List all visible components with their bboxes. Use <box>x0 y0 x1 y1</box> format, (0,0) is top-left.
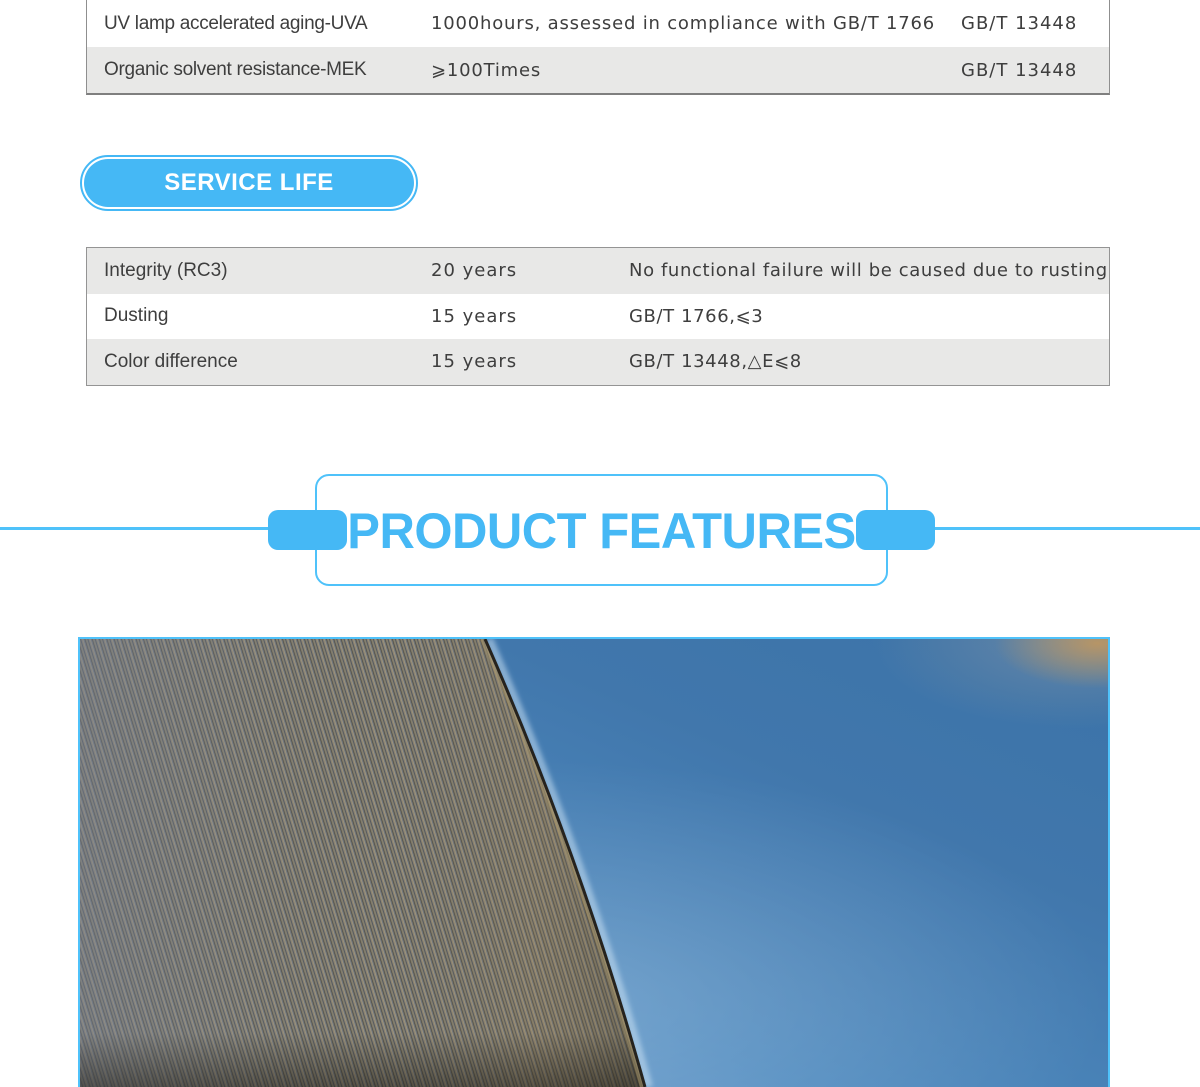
table-row <box>87 339 1109 385</box>
table-row <box>87 248 1109 294</box>
service-life-badge <box>80 155 418 211</box>
page-section-title: PRODUCT FEATURES <box>347 503 856 559</box>
service-duration-cell: 20 years <box>431 260 518 282</box>
service-life-table <box>86 247 1110 386</box>
spec-name-cell: Organic solvent resistance-MEK <box>104 59 367 80</box>
service-duration-cell: 15 years <box>431 351 518 373</box>
service-duration-cell: 15 years <box>431 305 518 327</box>
table-row <box>87 0 1109 47</box>
service-item-cell: Color difference <box>104 350 238 372</box>
spec-value-cell: ⩾100Times <box>431 59 542 81</box>
spec-name-cell: UV lamp accelerated aging-UVA <box>104 12 368 34</box>
spec-table <box>86 0 1110 95</box>
service-life-badge-label: SERVICE LIFE <box>84 159 414 207</box>
steel-coil-photo-graphic <box>80 639 1108 1087</box>
table-row <box>87 47 1109 93</box>
spec-value-cell: 1000hours, assessed in compliance with GB/T 1766 <box>431 13 936 34</box>
service-criteria-cell: No functional failure will be caused due to rusting <box>629 260 1108 282</box>
service-criteria-cell: GB/T 13448,△E⩽8 <box>629 351 802 373</box>
service-item-cell: Integrity (RC3) <box>104 259 228 281</box>
service-criteria-cell: GB/T 1766,⩽3 <box>629 305 764 327</box>
spec-standard-cell: GB/T 13448 <box>961 13 1078 34</box>
spec-standard-cell: GB/T 13448 <box>961 59 1078 81</box>
table-row <box>87 294 1109 340</box>
service-item-cell: Dusting <box>104 305 169 327</box>
steel-coil-photo <box>78 637 1110 1087</box>
